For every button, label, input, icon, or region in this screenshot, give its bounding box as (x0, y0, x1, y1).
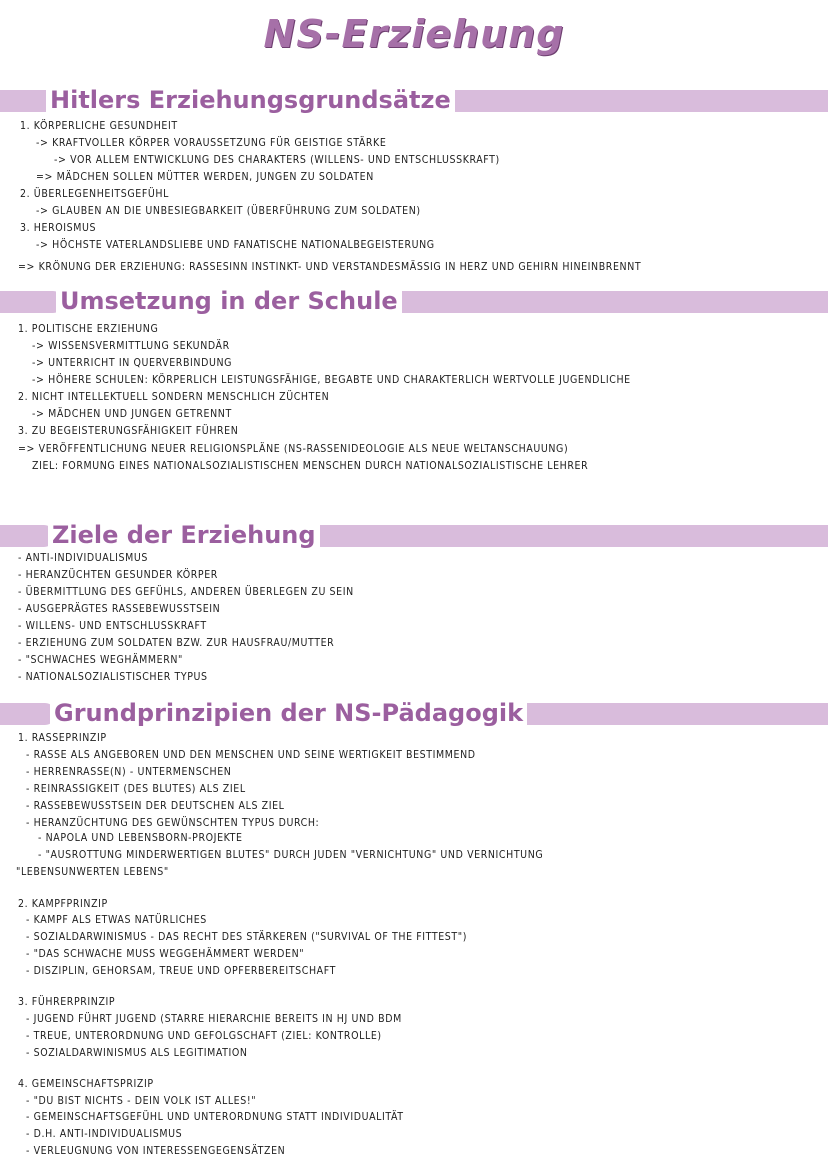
text-line: => KRÖNUNG DER ERZIEHUNG: RASSESINN INSTINKT- UND VERSTANDESMÄSSIG IN HERZ UND GEHIRN HINEINBRENNT (18, 261, 642, 273)
section-heading-band (0, 698, 828, 728)
text-line: - NATIONALSOZIALISTISCHER TYPUS (18, 671, 208, 683)
text-line: 4. GEMEINSCHAFTSPRIZIP (18, 1078, 154, 1090)
text-line: - SOZIALDARWINISMUS - DAS RECHT DES STÄRKEREN ("SURVIVAL OF THE FITTEST") (26, 931, 467, 943)
text-line: - RASSE ALS ANGEBOREN UND DEN MENSCHEN UND SEINE WERTIGKEIT BESTIMMEND (26, 749, 476, 761)
text-line: -> HÖCHSTE VATERLANDSLIEBE UND FANATISCHE NATIONALBEGEISTERUNG (36, 239, 435, 251)
text-line: 3. FÜHRERPRINZIP (18, 996, 116, 1008)
section-heading-band (0, 85, 828, 115)
text-line: -> UNTERRICHT IN QUERVERBINDUNG (32, 357, 233, 369)
text-line: => MÄDCHEN SOLLEN MÜTTER WERDEN, JUNGEN ZU SOLDATEN (36, 171, 374, 183)
text-line: - KAMPF ALS ETWAS NATÜRLICHES (26, 914, 207, 926)
section-heading: Ziele der Erziehung (48, 520, 320, 550)
text-line: - REINRASSIGKEIT (DES BLUTES) ALS ZIEL (26, 783, 246, 795)
text-line: -> KRAFTVOLLER KÖRPER VORAUSSETZUNG FÜR GEISTIGE STÄRKE (36, 137, 387, 149)
text-line: - JUGEND FÜHRT JUGEND (STARRE HIERARCHIE BEREITS IN HJ UND BDM (26, 1013, 402, 1025)
section-heading: Grundprinzipien der NS-Pädagogik (50, 698, 527, 728)
text-line: - HERANZÜCHTUNG DES GEWÜNSCHTEN TYPUS DURCH: (26, 817, 320, 829)
text-line: - "SCHWACHES WEGHÄMMERN" (18, 654, 184, 666)
text-line: - ERZIEHUNG ZUM SOLDATEN BZW. ZUR HAUSFRAU/MUTTER (18, 637, 335, 649)
text-line: - ANTI-INDIVIDUALISMUS (18, 552, 149, 564)
text-line: - VERLEUGNUNG VON INTERESSENGEGENSÄTZEN (26, 1145, 286, 1157)
page-title: NS-Erziehung (263, 12, 565, 56)
text-line: - DISZIPLIN, GEHORSAM, TREUE UND OPFERBEREITSCHAFT (26, 965, 336, 977)
text-line: - AUSGEPRÄGTES RASSEBEWUSSTSEIN (18, 603, 221, 615)
text-line: -> MÄDCHEN UND JUNGEN GETRENNT (32, 408, 232, 420)
text-line: - HERRENRASSE(N) - UNTERMENSCHEN (26, 766, 232, 778)
text-line: - RASSEBEWUSSTSEIN DER DEUTSCHEN ALS ZIEL (26, 800, 285, 812)
text-line: "LEBENSUNWERTEN LEBENS" (16, 866, 169, 878)
text-line: - TREUE, UNTERORDNUNG UND GEFOLGSCHAFT (ZIEL: KONTROLLE) (26, 1030, 382, 1042)
text-line: 2. NICHT INTELLEKTUELL SONDERN MENSCHLICH ZÜCHTEN (18, 391, 330, 403)
text-line: - "AUSROTTUNG MINDERWERTIGEN BLUTES" DURCH JUDEN "VERNICHTUNG" UND VERNICHTUNG (38, 849, 544, 861)
text-line: -> GLAUBEN AN DIE UNBESIEGBARKEIT (ÜBERFÜHRUNG ZUM SOLDATEN) (36, 205, 421, 217)
text-line: 3. HEROISMUS (20, 222, 97, 234)
text-line: - GEMEINSCHAFTSGEFÜHL UND UNTERORDNUNG STATT INDIVIDUALITÄT (26, 1111, 404, 1123)
text-line: - "DU BIST NICHTS - DEIN VOLK IST ALLES!" (26, 1095, 257, 1107)
text-line: => VERÖFFENTLICHUNG NEUER RELIGIONSPLÄNE (NS-RASSENIDEOLOGIE ALS NEUE WELTANSCHAUUNG) (18, 443, 569, 455)
text-line: -> VOR ALLEM ENTWICKLUNG DES CHARAKTERS (WILLENS- UND ENTSCHLUSSKRAFT) (54, 154, 500, 166)
text-line: 2. ÜBERLEGENHEITSGEFÜHL (20, 188, 169, 200)
text-line: - ÜBERMITTLUNG DES GEFÜHLS, ANDEREN ÜBERLEGEN ZU SEIN (18, 586, 354, 598)
text-line: - SOZIALDARWINISMUS ALS LEGITIMATION (26, 1047, 248, 1059)
text-line: 2. KAMPFPRINZIP (18, 898, 108, 910)
text-line: 1. RASSEPRINZIP (18, 732, 107, 744)
section-heading-band (0, 520, 828, 550)
text-line: 1. KÖRPERLICHE GESUNDHEIT (20, 120, 178, 132)
section-heading-band (0, 286, 828, 316)
section-heading: Hitlers Erziehungsgrundsätze (46, 85, 455, 115)
text-line: - "DAS SCHWACHE MUSS WEGGEHÄMMERT WERDEN" (26, 948, 305, 960)
section-heading: Umsetzung in der Schule (56, 286, 402, 316)
text-line: - WILLENS- UND ENTSCHLUSSKRAFT (18, 620, 207, 632)
text-line: 1. POLITISCHE ERZIEHUNG (18, 323, 159, 335)
text-line: -> HÖHERE SCHULEN: KÖRPERLICH LEISTUNGSFÄHIGE, BEGABTE UND CHARAKTERLICH WERTVOLLE JUGENDLICHE (32, 374, 631, 386)
text-line: ZIEL: FORMUNG EINES NATIONALSOZIALISTISCHEN MENSCHEN DURCH NATIONALSOZIALISTISCHE LEHRER (32, 460, 589, 472)
text-line: - D.H. ANTI-INDIVIDUALISMUS (26, 1128, 183, 1140)
text-line: 3. ZU BEGEISTERUNGSFÄHIGKEIT FÜHREN (18, 425, 239, 437)
text-line: - NAPOLA UND LEBENSBORN-PROJEKTE (38, 832, 243, 844)
text-line: - HERANZÜCHTEN GESUNDER KÖRPER (18, 569, 218, 581)
text-line: -> WISSENSVERMITTLUNG SEKUNDÄR (32, 340, 230, 352)
